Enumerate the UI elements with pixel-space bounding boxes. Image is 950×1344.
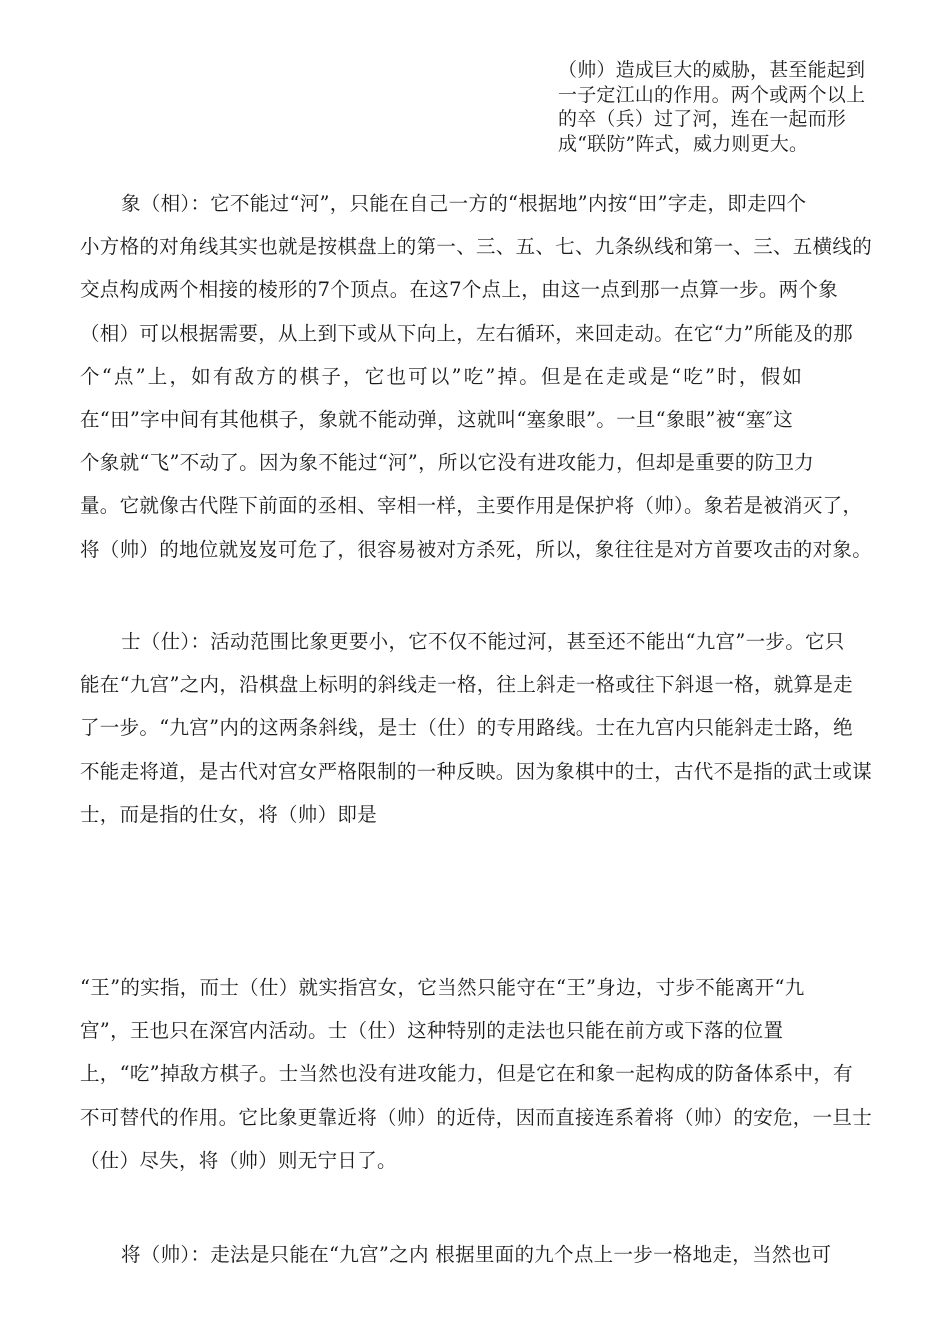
text-line: 象（相）：它不能过“河”，只能在自己一方的“根据地”内按“田”字走，即走四个: [121, 192, 807, 215]
text-line: 将（帅）：走法是只能在“九宫”之内 根据里面的九个点上一步一格地走，当然也可: [121, 1243, 832, 1266]
text-line: “王”的实指，而士（仕）就实指宫女，它当然只能守在“王”身边，寸步不能离开“九: [80, 976, 805, 999]
paragraph-shi: [80, 620, 902, 836]
text-line: 上，“吃”掉敌方棋子。士当然也没有进攻能力，但是它在和象一起构成的防备体系中，有: [80, 1062, 853, 1086]
text-line: 个象就“飞”不动了。因为象不能过“河”，所以它没有进攻能力，但却是重要的防卫力: [80, 451, 815, 475]
text-line: 成“联防”阵式，威力则更大。: [558, 132, 809, 155]
text-line: 的卒（兵）过了河，连在一起而形: [558, 108, 847, 130]
text-line: （相）可以根据需要，从上到下或从下向上，左右循环，来回走动。在它“力”所能及的那: [80, 321, 853, 345]
text-line: 一子定江山的作用。两个或两个以上: [558, 83, 866, 106]
text-line: 不可替代的作用。它比象更靠近将（帅）的近侍，因而直接连系着将（帅）的安危，一旦士: [80, 1105, 873, 1129]
text-line: 将（帅）的地位就岌岌可危了，很容易被对方杀死，所以，象往往是对方首要攻击的对象。: [80, 537, 873, 561]
text-line: 了一步。“九宫”内的这两条斜线，是士（仕）的专用路线。士在九宫内只能斜走士路，绝: [80, 716, 853, 740]
top-continuation-block: [558, 58, 903, 156]
text-line: 个“点”上，如有敌方的棋子，它也可以”吃”掉。但是在走或是“吃”时，假如: [80, 364, 805, 388]
text-line: 不能走将道，是古代对宫女严格限制的一种反映。因为象棋中的士，古代不是指的武士或谋: [80, 759, 873, 783]
text-line: 交点构成两个相接的棱形的7个顶点。在这7个点上，由这一点到那一点算一步。两个象: [80, 278, 839, 302]
text-line: 士（仕）：活动范围比象更要小，它不仅不能过河，甚至还不能出“九宫”一步。它只: [121, 630, 845, 653]
paragraph-shi-continued: [80, 966, 902, 1182]
text-line: （仕）尽失，将（帅）则无宁日了。: [80, 1148, 397, 1172]
text-line: 能在“九宫”之内，沿棋盘上标明的斜线走一格，往上斜走一格或往下斜退一格，就算是走: [80, 673, 853, 697]
text-line: （帅）造成巨大的威胁，甚至能起到: [558, 59, 866, 81]
paragraph-xiang: [80, 182, 902, 571]
text-line: 宫”，王也只在深宫内活动。士（仕）这种特别的走法也只能在前方或下落的位置: [80, 1019, 784, 1043]
text-line: 量。它就像古代陛下前面的丞相、宰相一样，主要作用是保护将（帅）。象若是被消灭了，: [80, 494, 863, 518]
text-line: 在“田”字中间有其他棋子，象就不能动弹，这就叫“塞象眼”。一旦“象眼”被“塞″这: [80, 407, 794, 431]
paragraph-jiang: [80, 1233, 902, 1276]
text-line: 小方格的对角线其实也就是按棋盘上的第一、三、五、七、九条纵线和第一、三、五横线的: [80, 235, 873, 259]
text-line: 士，而是指的仕女，将（帅）即是: [80, 802, 378, 826]
